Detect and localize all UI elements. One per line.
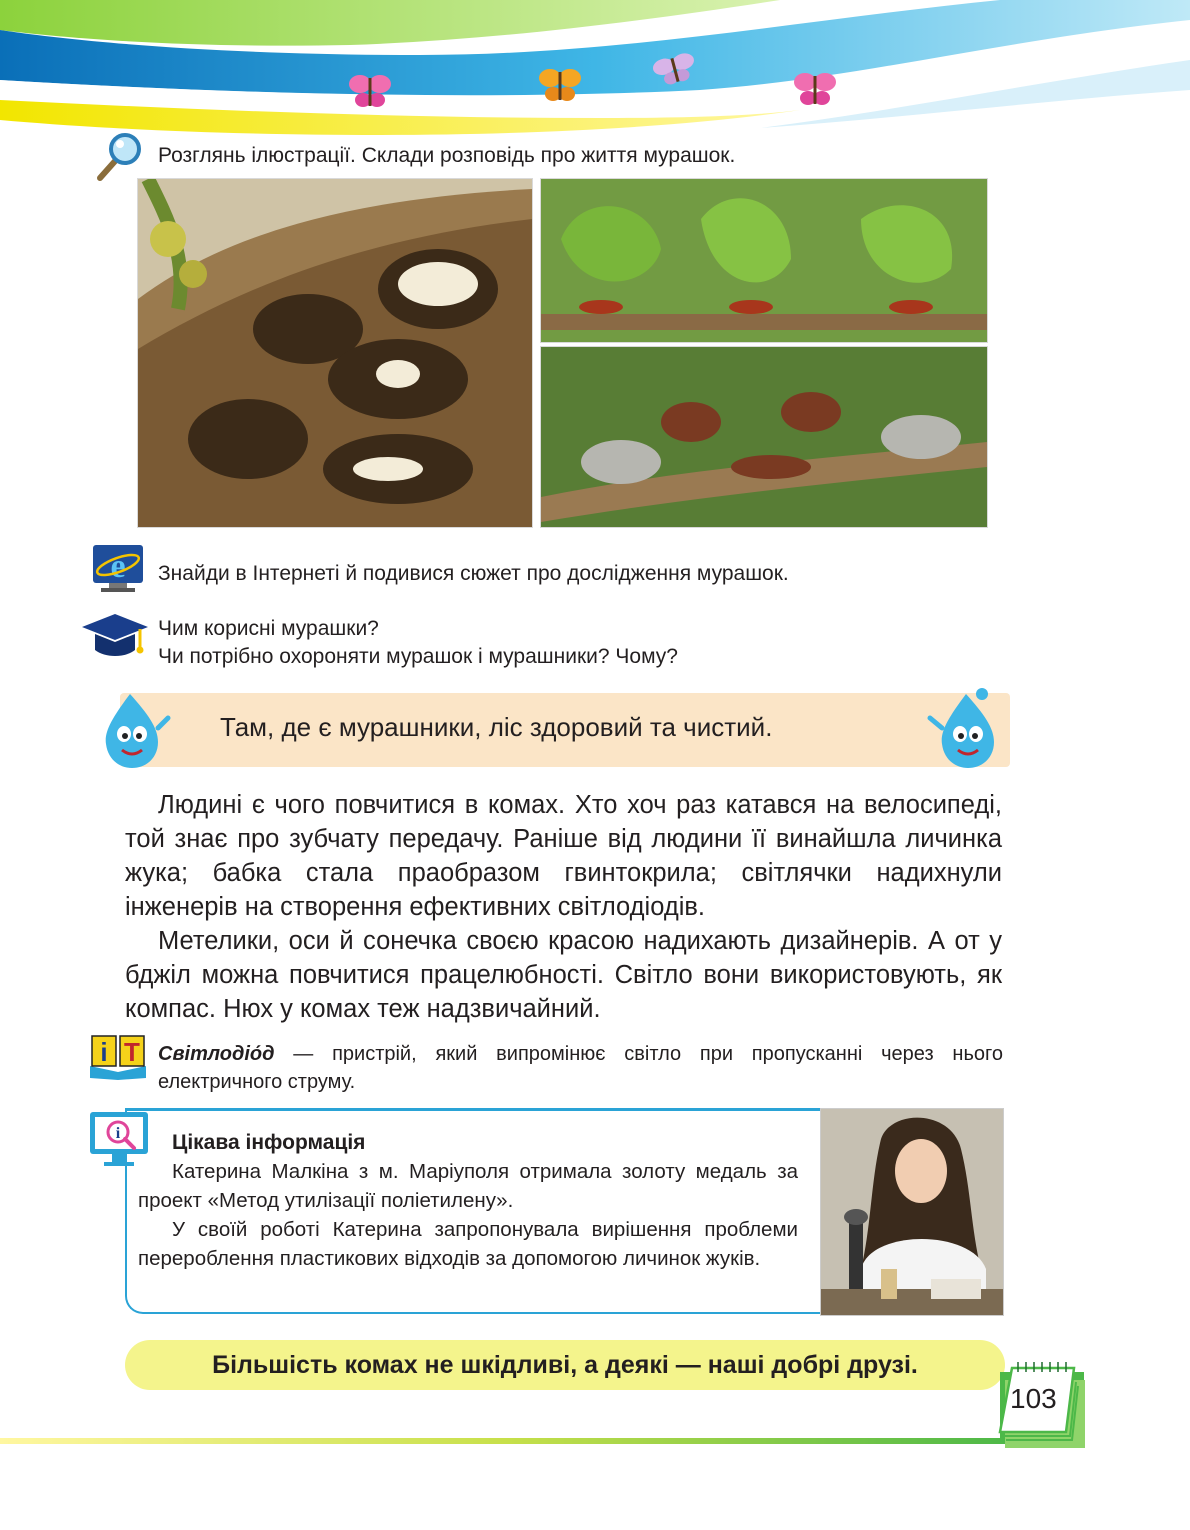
leafcutter-ants-photo [540, 178, 988, 343]
task-look-text: Розглянь ілюстрації. Склади розповідь про життя мурашок. [158, 144, 736, 167]
footer-decoration [0, 1360, 1190, 1470]
info-title: Цікава інформація [172, 1131, 366, 1154]
info-paragraph-1: Катерина Малкіна з м. Маріуполя отримала золоту медаль за проект «Метод утилізації поліетилену». [138, 1160, 798, 1212]
term-definition [158, 1040, 1003, 1096]
conclusion-text: Більшість комах не шкідливі, а деякі — наші добрі друзі. [212, 1351, 918, 1379]
graduation-cap-icon [80, 612, 150, 662]
it-book-icon [88, 1034, 150, 1080]
question-1: Чим корисні мурашки? [158, 617, 379, 640]
drop-mascot-left [92, 688, 172, 774]
ants-on-branch-photo [540, 346, 988, 528]
page-number: 103 [1010, 1383, 1057, 1414]
drop-mascot-right [926, 684, 1006, 774]
info-content [138, 1128, 798, 1273]
task-internet-text: Знайди в Інтернеті й подивися сюжет про дослідження мурашок. [158, 562, 789, 585]
main-text [125, 788, 1002, 1026]
svg-text:і: і [100, 1037, 108, 1067]
svg-text:e: e [110, 548, 126, 585]
term-word: Світлодіо́д [158, 1043, 275, 1065]
anthill-illustration [137, 178, 533, 528]
term-definition-text: — пристрій, який випромінює світло при пропусканні через нього електричного струму. [158, 1043, 1003, 1093]
info-paragraph-2: У своїй роботі Катерина запропонувала вирішення проблеми перероблення пластикових відходів за допомогою личинок жуків. [138, 1218, 798, 1270]
paragraph-1: Людині є чого повчитися в комах. Хто хоч раз катався на велосипеді, той знає про зубчату передачу. Раніше від людини її винайшла личинка жука; бабка стала праобразом гвинтокрила; світлячки надихнули інженерів на створення ефективних світлодіодів. [125, 791, 1002, 921]
svg-text:i: i [115, 1125, 121, 1142]
svg-text:Т: Т [124, 1037, 140, 1067]
internet-explorer-icon [91, 543, 145, 593]
header-wave-decoration [0, 0, 1190, 150]
quote-text: Там, де є мурашники, ліс здоровий та чистий. [220, 712, 773, 742]
student-with-microscope-photo [820, 1108, 1004, 1316]
question-2: Чи потрібно охороняти мурашок і мурашники? Чому? [158, 645, 678, 668]
paragraph-2: Метелики, оси й сонечка своєю красою надихають дизайнерів. А от у бджіл можна повчитися працелюбності. Світло вони використовують, як компас. Нюх у комах теж надзвичайний. [125, 927, 1002, 1023]
